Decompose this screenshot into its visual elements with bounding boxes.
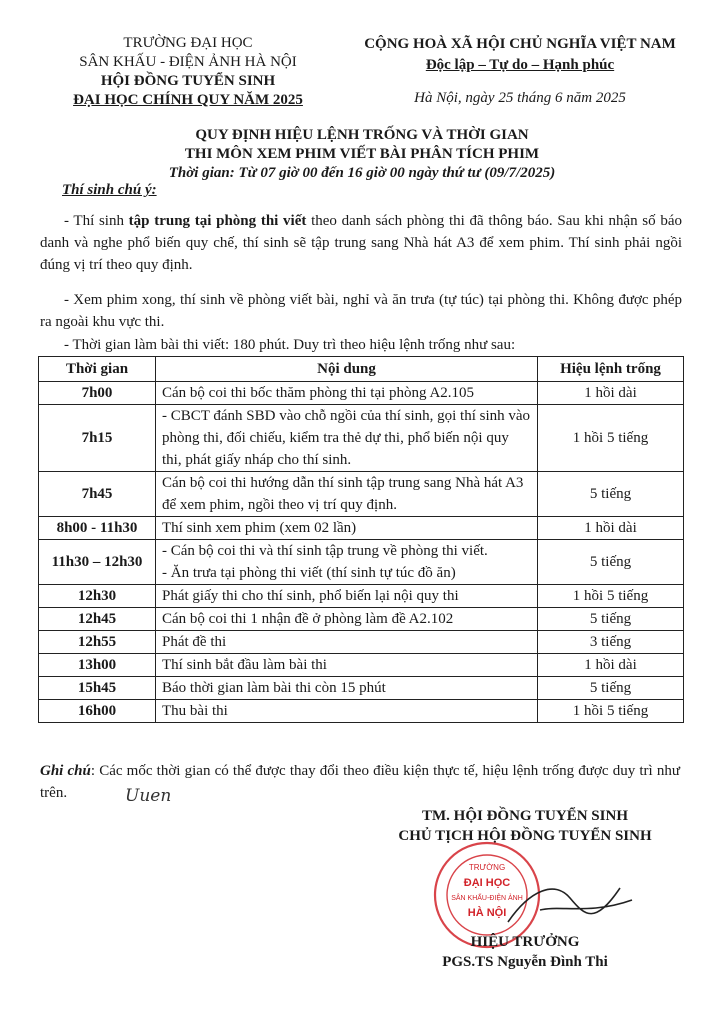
issuer-line-1: TRƯỜNG ĐẠI HỌC (123, 35, 253, 51)
table-row (39, 540, 684, 585)
row-content: Phát giấy thi cho thí sinh, phổ biến lại nội quy thi (156, 585, 538, 608)
row-drum: 1 hồi dài (538, 517, 684, 540)
row-drum: 5 tiếng (538, 677, 684, 700)
paragraph-1-bold: tập trung tại phòng thi viết (128, 213, 307, 229)
drum-schedule-table (38, 356, 684, 723)
row-content: Báo thời gian làm bài thi còn 15 phút (156, 677, 538, 700)
note-text: : Các mốc thời gian có thể được thay đổi theo điều kiện thực tế, hiệu lệnh trống được duy trì như trên. (40, 763, 680, 801)
row-time: 7h45 (39, 472, 156, 517)
national-motto: Độc lập – Tự do – Hạnh phúc (425, 57, 615, 73)
header-content: Nội dung (156, 357, 538, 382)
svg-text:ĐẠI HỌC: ĐẠI HỌC (463, 877, 511, 889)
row-time: 12h45 (39, 608, 156, 631)
row-time: 8h00 - 11h30 (39, 517, 156, 540)
title-line-2: THI MÔN XEM PHIM VIẾT BÀI PHÂN TÍCH PHIM (184, 146, 540, 162)
table-row (39, 631, 684, 654)
table-row (39, 472, 684, 517)
row-time: 12h55 (39, 631, 156, 654)
svg-text:TRƯỜNG: TRƯỜNG (468, 863, 506, 872)
title-line-1: QUY ĐỊNH HIỆU LỆNH TRỐNG VÀ THỜI GIAN (195, 127, 529, 143)
row-time: 7h15 (39, 405, 156, 472)
national-header (350, 34, 690, 76)
table-row (39, 700, 684, 723)
row-drum: 1 hồi 5 tiếng (538, 700, 684, 723)
paragraph-2: - Xem phim xong, thí sinh về phòng viết bài, nghỉ và ăn trưa (tự túc) tại phòng thi. Không được phép ra ngoài khu vực thi. (40, 292, 682, 330)
exam-time: Thời gian: Từ 07 giờ 00 đến 16 giờ 00 ngày thứ tư (09/7/2025) (168, 165, 556, 181)
issuer-header (38, 34, 338, 110)
row-content: Thí sinh bắt đầu làm bài thi (156, 654, 538, 677)
table-row (39, 405, 684, 472)
row-content: - CBCT đánh SBD vào chỗ ngồi của thí sinh, gọi thí sinh vào phòng thi, đối chiếu, kiểm tra thẻ dự thi, phổ biến nội quy thi, phát giấy nháp cho thí sinh. (156, 405, 538, 472)
row-time: 15h45 (39, 677, 156, 700)
row-drum: 1 hồi dài (538, 654, 684, 677)
paragraph-1 (40, 210, 682, 276)
initial-signature: Uuen (125, 786, 172, 806)
notice-heading: Thí sinh chú ý: (62, 182, 157, 198)
table-row (39, 517, 684, 540)
signature-line-2: CHỦ TỊCH HỘI ĐỒNG TUYỂN SINH (398, 828, 652, 844)
signer-name: PGS.TS Nguyễn Đình Thi (442, 954, 608, 970)
issuer-line-4: ĐẠI HỌC CHÍNH QUY NĂM 2025 (73, 92, 303, 108)
table-row (39, 654, 684, 677)
row-content: Phát đề thi (156, 631, 538, 654)
document-date: Hà Nội, ngày 25 tháng 6 năm 2025 (414, 90, 626, 106)
row-content: Cán bộ coi thi hướng dẫn thí sinh tập trung sang Nhà hát A3 để xem phim, ngồi theo vị trí quy định. (156, 472, 538, 517)
issuer-line-2: SÂN KHẤU - ĐIỆN ẢNH HÀ NỘI (79, 54, 297, 70)
row-time: 16h00 (39, 700, 156, 723)
note-label: Ghi chú (40, 763, 91, 779)
paragraph-1-start: - Thí sinh (64, 213, 129, 229)
row-drum: 1 hồi 5 tiếng (538, 405, 684, 472)
table-header-row (39, 357, 684, 382)
row-content: Cán bộ coi thi bốc thăm phòng thi tại phòng A2.105 (156, 382, 538, 405)
row-time: 11h30 – 12h30 (39, 540, 156, 585)
row-drum: 5 tiếng (538, 608, 684, 631)
row-drum: 1 hồi 5 tiếng (538, 585, 684, 608)
header-drum: Hiệu lệnh trống (538, 357, 684, 382)
row-time: 13h00 (39, 654, 156, 677)
table-row (39, 382, 684, 405)
row-drum: 5 tiếng (538, 472, 684, 517)
row-drum: 5 tiếng (538, 540, 684, 585)
handwritten-signature-icon (500, 870, 640, 940)
table-row (39, 677, 684, 700)
row-drum: 3 tiếng (538, 631, 684, 654)
row-content-line: - Cán bộ coi thi và thí sinh tập trung về phòng thi viết. (162, 543, 488, 559)
row-content: Thu bài thi (156, 700, 538, 723)
row-time: 12h30 (39, 585, 156, 608)
row-time: 7h00 (39, 382, 156, 405)
signature-line-1: TM. HỘI ĐỒNG TUYỂN SINH (421, 808, 628, 824)
table-row (39, 585, 684, 608)
row-drum: 1 hồi dài (538, 382, 684, 405)
row-content: Cán bộ coi thi 1 nhận đề ở phòng làm đề A2.102 (156, 608, 538, 631)
paragraph-3: - Thời gian làm bài thi viết: 180 phút. Duy trì theo hiệu lệnh trống như sau: (64, 337, 516, 353)
svg-text:SÂN KHẤU-ĐIỆN ẢNH: SÂN KHẤU-ĐIỆN ẢNH (451, 895, 523, 902)
svg-text:HÀ NỘI: HÀ NỘI (467, 907, 507, 919)
header-time: Thời gian (39, 357, 156, 382)
paragraph-1-end: theo danh sách phòng thi đã thông báo. Sau khi nhận số báo danh và nghe phổ biến quy chế, thí sinh sẽ tập trung sang Nhà hát A3 để xem phim. Thí sinh phải ngồi đúng vị trí theo quy định. (40, 213, 683, 273)
country-name: CỘNG HOÀ XÃ HỘI CHỦ NGHĨA VIỆT NAM (364, 36, 676, 52)
signer-block (390, 932, 660, 972)
row-content-line: - Ăn trưa tại phòng thi viết (thí sinh tự túc đồ ăn) (162, 565, 456, 581)
signer-role: HIỆU TRƯỞNG (470, 934, 580, 950)
document-title (60, 126, 664, 183)
table-row (39, 608, 684, 631)
row-content: Thí sinh xem phim (xem 02 lần) (156, 517, 538, 540)
issuer-line-3: HỘI ĐỒNG TUYỂN SINH (100, 73, 276, 89)
row-content (156, 540, 538, 585)
